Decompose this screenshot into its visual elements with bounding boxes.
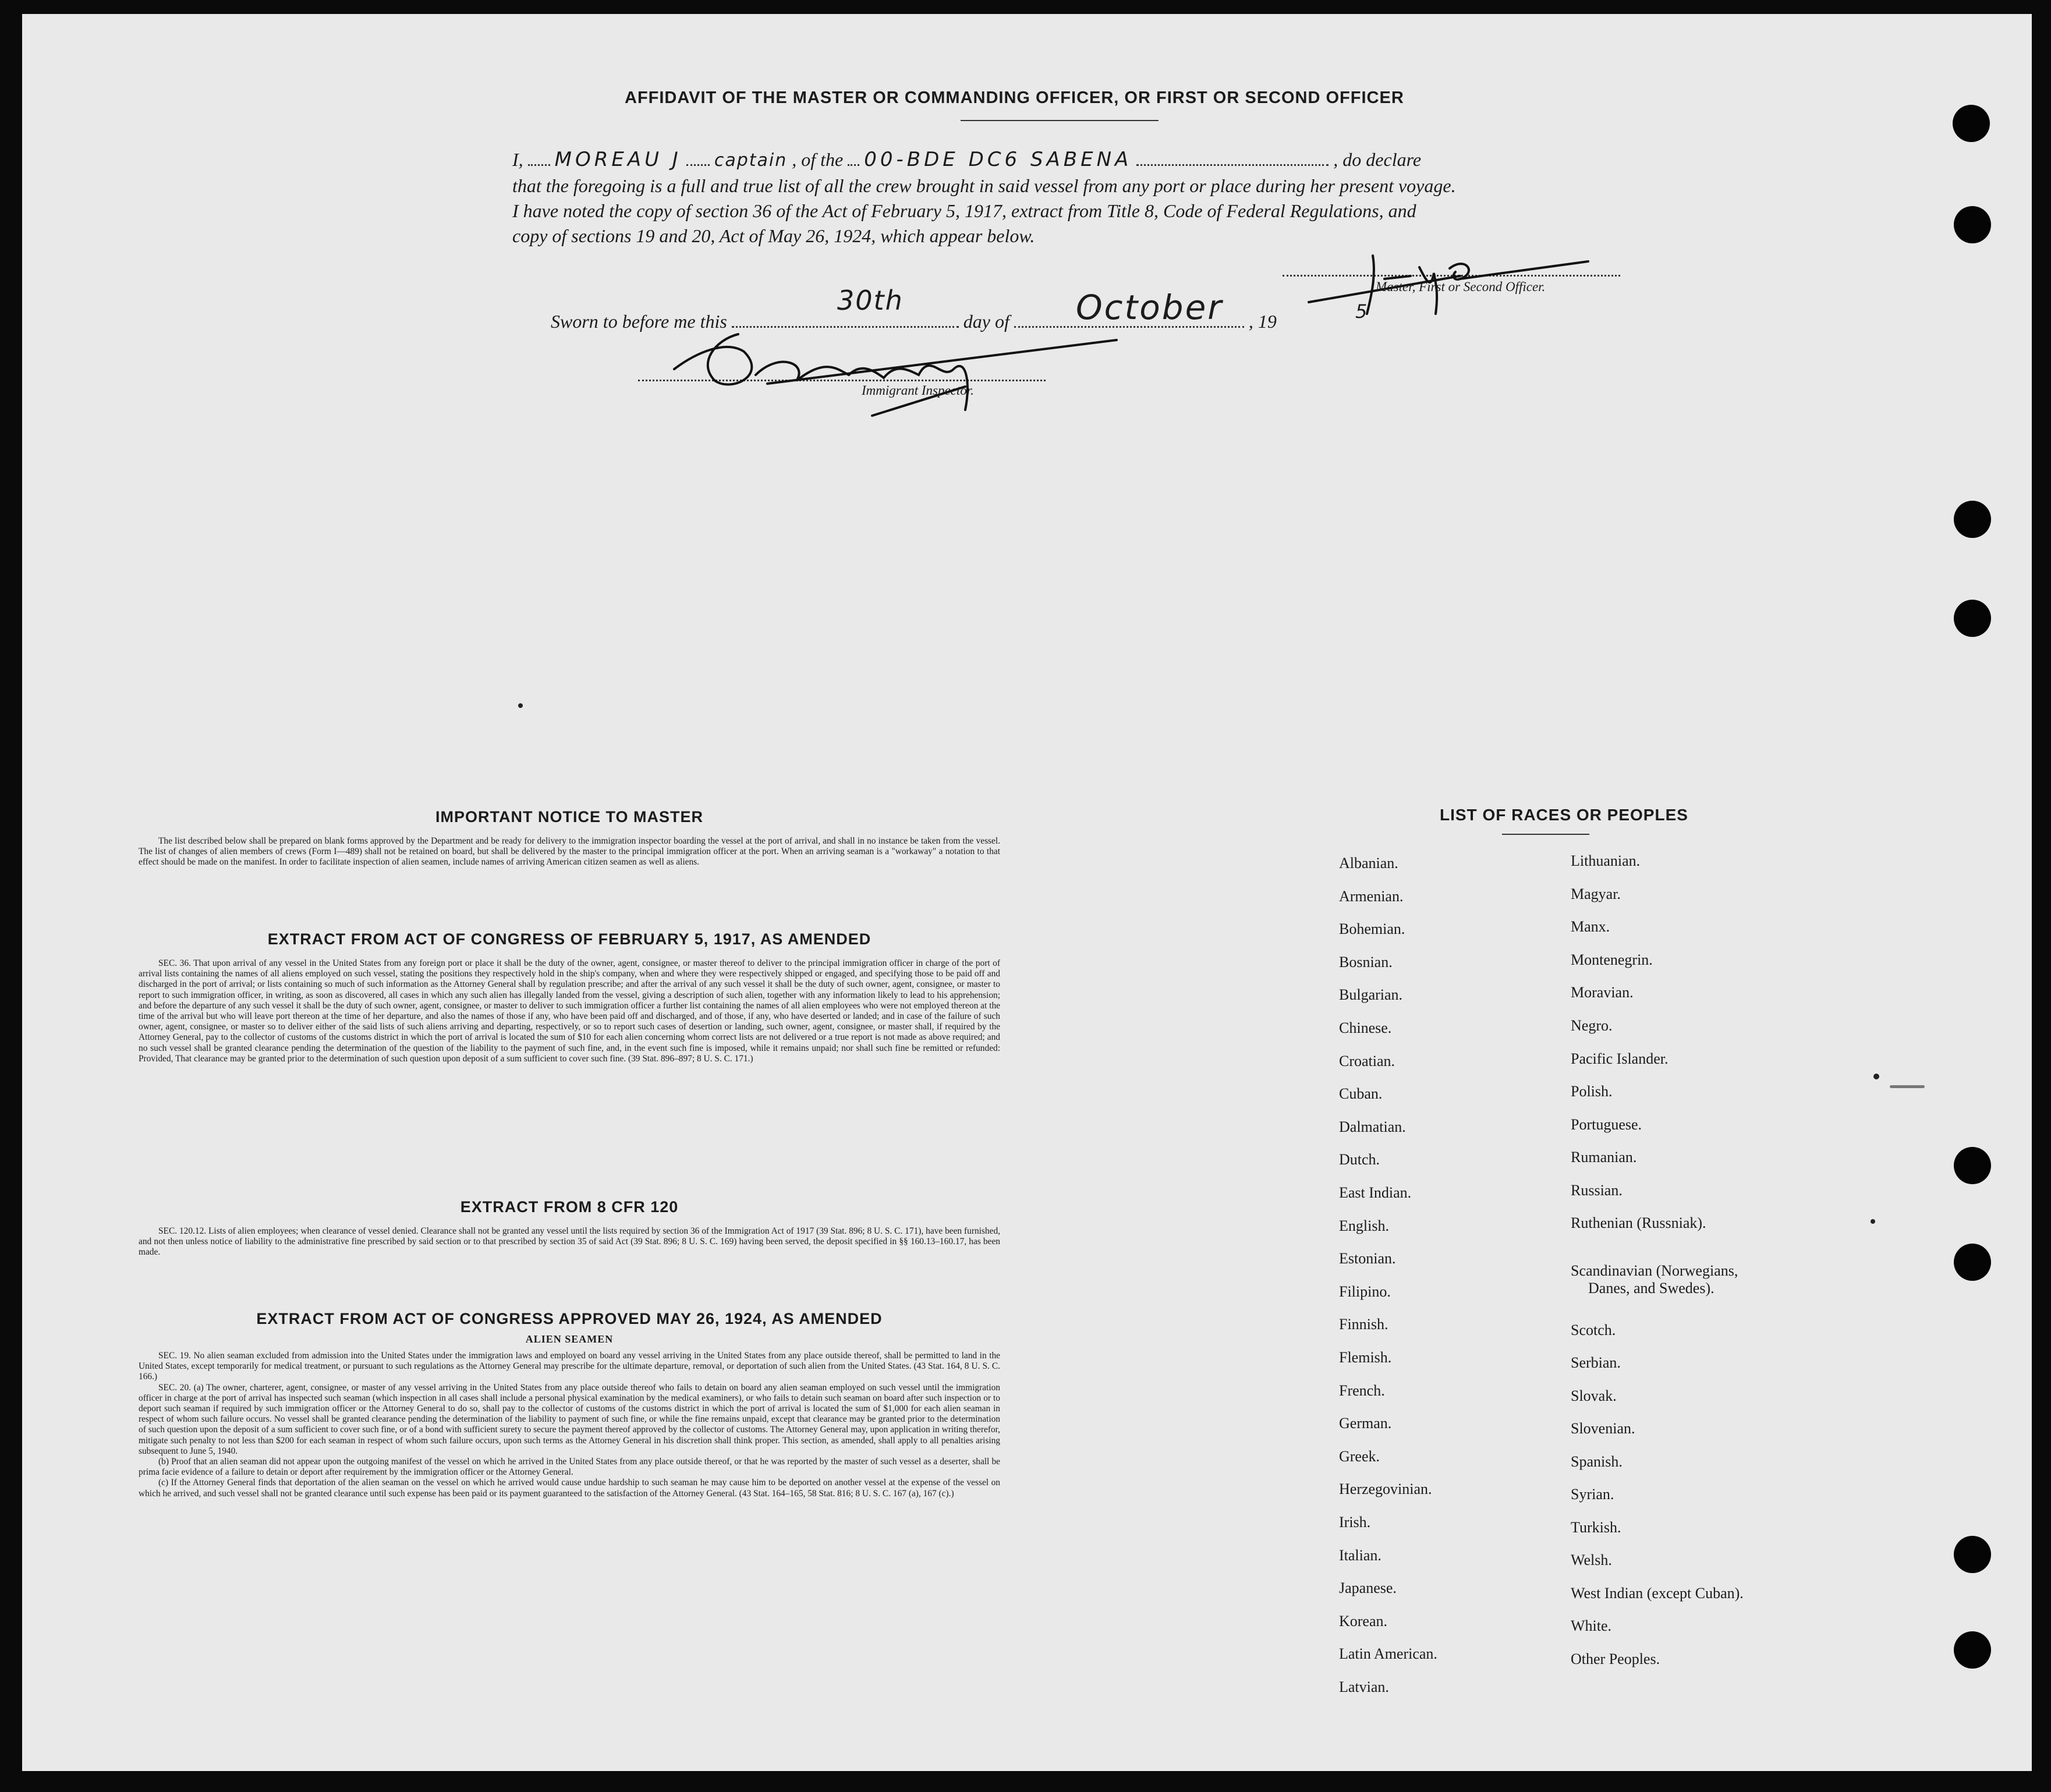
race-item: Latvian. [1339,1678,1389,1695]
race-item: Chinese. [1339,1019,1392,1036]
races-heading: LIST OF RACES OR PEOPLES [1440,806,1688,824]
binder-hole [1954,501,1991,538]
races-rule [1502,834,1589,835]
extract-1917-text [139,958,1000,1064]
affidavit-line-1 [512,148,1421,171]
race-item: Korean. [1339,1612,1388,1630]
race-item: Pacific Islander. [1571,1050,1669,1067]
notice-heading: IMPORTANT NOTICE TO MASTER [435,808,703,826]
race-item: Portuguese. [1571,1116,1642,1133]
race-item: Scandinavian (Norwegians, [1571,1262,1738,1279]
race-item: Dalmatian. [1339,1118,1406,1135]
alien-seamen-subheading: ALIEN SEAMEN [525,1333,614,1345]
binder-hole [1954,206,1991,243]
race-item: Negro. [1571,1017,1613,1034]
race-item: Dutch. [1339,1151,1380,1168]
race-item: Bohemian. [1339,920,1405,938]
race-item: Moravian. [1571,984,1634,1001]
race-item: Welsh. [1571,1552,1612,1568]
race-item: Slovenian. [1571,1420,1635,1437]
notice-paragraph: The list described below shall be prepared on blank forms approved by the Department and be ready for delivery to the immigration inspector boarding the vessel at the port of arrival, and shall in no instance be taken from the vessel. The list of changes of alien members of crews (Form I—489) shall not be retained on board, but shall be delivered by the master to the principal immigration officer at the port. When an arriving seaman is a "workaway" a notation to that effect should be made on the manifest. In order to facilitate inspection of alien seamen, include names of arriving American citizen seamen as well as aliens. [139,836,1000,867]
vessel-name: 00-BDE DC6 SABENA [864,148,1132,171]
sec-36-paragraph: SEC. 36. That upon arrival of any vessel in the United States from any foreign port or place it shall be the duty of the owner, agent, consignee, or master thereof to deliver to the principal immigration officer in charge of the port of arrival lists containing the names of all aliens employed on such vessel, stating the positions they respectively hold in the ship's company, when and where they were respectively shipped or engaged, and specifying those to be paid off and discharged in the port of arrival; or lists containing so much of such information as the Attorney General shall by regulation prescribe; and after the arrival of any such vessel it shall be the duty of such owner, agent, consignee, or master to report to such immigration officer, in writing, as soon as discovered, all cases in which any such alien has illegally landed from the vessel, giving a description of such alien, together with any information likely to lead to his apprehension; and before the departure of any such vessel it shall be the duty of such owner, agent, consignee, or master to deliver to such immigration officer a further list containing the names of all alien employees who were not employed thereon at the time of the arrival but who will leave port thereon at the time of her departure, and also the names of those if any, who have been paid off and discharged, and of those, if any, who have deserted or landed; and in case of the failure of such owner, agent, consignee, or master so to deliver either of the said lists of such aliens arriving and departing, respectively, or so to report such cases of desertion or landing, such owner, agent, consignee, or master shall, if required by the Attorney General, pay to the collector of customs of the customs district in which the port of arrival is located the sum of $10 for each alien concerning whom correct lists are not delivered or a true report is not made as above required; and no such vessel shall be granted clearance pending the determination of the question of the liability to the payment of such fine, and, in the event such fine is imposed, while it remains unpaid; nor shall such fine be remitted or refunded: Provided, That clearance may be granted prior to the determination of such question upon deposit of a sum sufficient to cover such fine. (39 Stat. 896–897; 8 U. S. C. 171.) [139,958,1000,1064]
extract-cfr-heading: EXTRACT FROM 8 CFR 120 [460,1198,679,1216]
sec-20a-paragraph: SEC. 20. (a) The owner, charterer, agent, consignee, or master of any vessel arriving in the United States from any place outside thereof who fails to detain on board any alien seaman employed on such vessel until the immigration officer in charge at the port of arrival has inspected such seaman (which inspection in all cases shall include a personal physical examination by the medical examiners), or who fails to detain such seaman on board after such inspection or to deport such seaman if required by such immigration officer or the Attorney General to do so, shall pay to the collector of customs of the customs district in which the port of arrival is located the sum of $1,000 for each alien seaman in respect of whom such failure occurs. No vessel shall be granted clearance pending the determination of the liability to payment of such fine, or while the fine remains unpaid, except that clearance may be granted prior to the determination of such question upon the deposit of a sum sufficient to cover such fine, or of a bond with sufficient surety to secure the payment thereof approved by the collector of customs. The Attorney General may, upon application in writing therefor, mitigate such penalty to not less than $200 for each seaman in respect of whom such failure occurs, upon such terms as the Attorney General in his discretion shall think proper. This section, as amended, shall apply to all penalties arising subsequent to June 5, 1940. [139,1382,1000,1456]
race-item: Manx. [1571,918,1610,935]
race-item: Magyar. [1571,886,1621,902]
race-item: Cuban. [1339,1085,1383,1103]
race-item: Latin American. [1339,1645,1437,1663]
i-label: I, [512,149,523,170]
race-item: Greek. [1339,1447,1380,1465]
of-the-label: , of the [792,149,844,170]
race-item: Other Peoples. [1571,1651,1660,1667]
sworn-day: 30th [837,285,904,316]
master-signature-caption: Master, First or Second Officer. [1376,279,1546,294]
speck [518,703,523,708]
race-item: Russian. [1571,1182,1623,1199]
binder-hole [1953,105,1990,142]
race-item: English. [1339,1217,1389,1234]
race-item: Italian. [1339,1546,1381,1564]
binder-hole [1954,600,1991,637]
sworn-label: Sworn to before me this [551,311,727,332]
race-item: Herzegovinian. [1339,1481,1432,1498]
race-item: French. [1339,1382,1385,1399]
extract-1924-text [139,1351,1000,1499]
dotted-leader [1136,150,1329,166]
sec-120-paragraph: SEC. 120.12. Lists of alien employees; when clearance of vessel denied. Clearance shall not be granted any vessel until the lists required by section 36 of the Immigration Act of 1917 (39 Stat. 896; 8 U. S. C. 171), have been furnished, and not then unless notice of liability to the administrative fine prescribed by said section or to that prescribed by section 35 of said Act (39 Stat. 896; 8 U. S. C. 169) having been served, the deposit specified in §§ 160.13–160.17, has been made. [139,1226,1000,1258]
sec-20c-paragraph: (c) If the Attorney General finds that deportation of the alien seaman on the vessel on which he arrived would cause undue hardship to such seaman he may cause him to be deported on another vessel at the expense of the vessel on which he arrived, and such vessel shall not be granted clearance until such expense has been paid or its payment guaranteed to the satisfaction of the Attorney General. (43 Stat. 164–165, 58 Stat. 816; 8 U. S. C. 167 (a), 167 (c).) [139,1478,1000,1499]
race-item: Turkish. [1571,1519,1621,1536]
race-item: Croatian. [1339,1052,1395,1069]
race-item: Albanian. [1339,855,1398,872]
race-item: Spanish. [1571,1453,1623,1470]
binder-hole [1954,1536,1991,1573]
year-suffix: 5 [1355,300,1371,323]
title-rule [961,120,1159,121]
dotted-leader [528,150,550,166]
race-item: Bosnian. [1339,953,1393,971]
day-of-label: day of [963,311,1009,332]
binder-hole [1954,1631,1991,1669]
inspector-signature [663,317,1175,422]
affidavit-title: AFFIDAVIT OF THE MASTER OR COMMANDING OFFICER, OR FIRST OR SECOND OFFICER [625,88,1404,107]
master-signature [1285,232,1611,325]
binder-hole [1954,1147,1991,1184]
dotted-leader [848,150,859,166]
race-item: Lithuanian. [1571,852,1641,869]
race-item: Bulgarian. [1339,986,1403,1004]
affidavit-line-2: that the foregoing is a full and true list of all the crew brought in said vessel from any port or place during her present voyage. [512,175,1456,196]
speck [1873,1074,1879,1079]
race-item: East Indian. [1339,1184,1412,1201]
race-item: Japanese. [1339,1579,1397,1597]
race-item: Serbian. [1571,1354,1621,1371]
affidavit-line-3: I have noted the copy of section 36 of the Act of February 5, 1917, extract from Title 8, Code of Federal Regulations, and [512,200,1416,221]
race-item: Slovak. [1571,1387,1617,1404]
sec-19-paragraph: SEC. 19. No alien seaman excluded from admission into the United States under the immigration laws and employed on board any vessel arriving in the United States from any place outside thereof, shall be permitted to land in the United States, except temporarily for medical treatment, or pursuant to such regulations as the Attorney General may prescribe for the ultimate departure, removal, or deportation of such alien from the United States. (43 Stat. 164, 8 U. S. C. 166.) [139,1351,1000,1382]
inspector-caption: Immigrant Inspector. [862,383,974,398]
race-item: Danes, and Swedes). [1588,1280,1715,1297]
notice-text [139,836,1000,868]
speck [1871,1219,1875,1224]
master-name: MOREAU J [554,148,682,171]
year-prefix: , 19 [1248,311,1277,332]
race-item: Polish. [1571,1083,1613,1100]
sworn-month: October [1076,288,1224,327]
extract-cfr-text [139,1226,1000,1258]
race-item: West Indian (except Cuban). [1571,1585,1744,1602]
affidavit-line-4: copy of sections 19 and 20, Act of May 26, 1924, which appear below. [512,225,1035,246]
race-item: Armenian. [1339,887,1404,905]
race-item: Finnish. [1339,1316,1388,1333]
sec-20b-paragraph: (b) Proof that an alien seaman did not appear upon the outgoing manifest of the vessel on which he arrived in the United States from any place outside thereof, or that he was reported by the master of such vessel as a deserter, shall be prima facie evidence of a failure to detain or deport after requirement by the immigration officer or the Attorney General. [139,1457,1000,1478]
race-item: Rumanian. [1571,1149,1637,1166]
document-page [22,14,2032,1771]
race-item: German. [1339,1415,1392,1432]
binder-hole [1954,1244,1991,1281]
race-item: Scotch. [1571,1322,1616,1338]
dotted-leader [686,150,710,166]
race-item: Irish. [1339,1514,1371,1531]
extract-1924-heading: EXTRACT FROM ACT OF CONGRESS APPROVED MAY 26, 1924, AS AMENDED [256,1310,883,1327]
race-item: Ruthenian (Russniak). [1571,1214,1706,1231]
race-item: Filipino. [1339,1283,1391,1300]
officer-title: captain [714,150,788,171]
race-item: Flemish. [1339,1349,1392,1366]
speck [1890,1085,1925,1088]
extract-1917-heading: EXTRACT FROM ACT OF CONGRESS OF FEBRUARY 5, 1917, AS AMENDED [267,930,872,948]
race-item: Montenegrin. [1571,951,1653,968]
race-item: Syrian. [1571,1486,1614,1503]
do-declare-label: , do declare [1333,149,1422,170]
race-item: Estonian. [1339,1250,1396,1267]
race-item: White. [1571,1617,1612,1634]
